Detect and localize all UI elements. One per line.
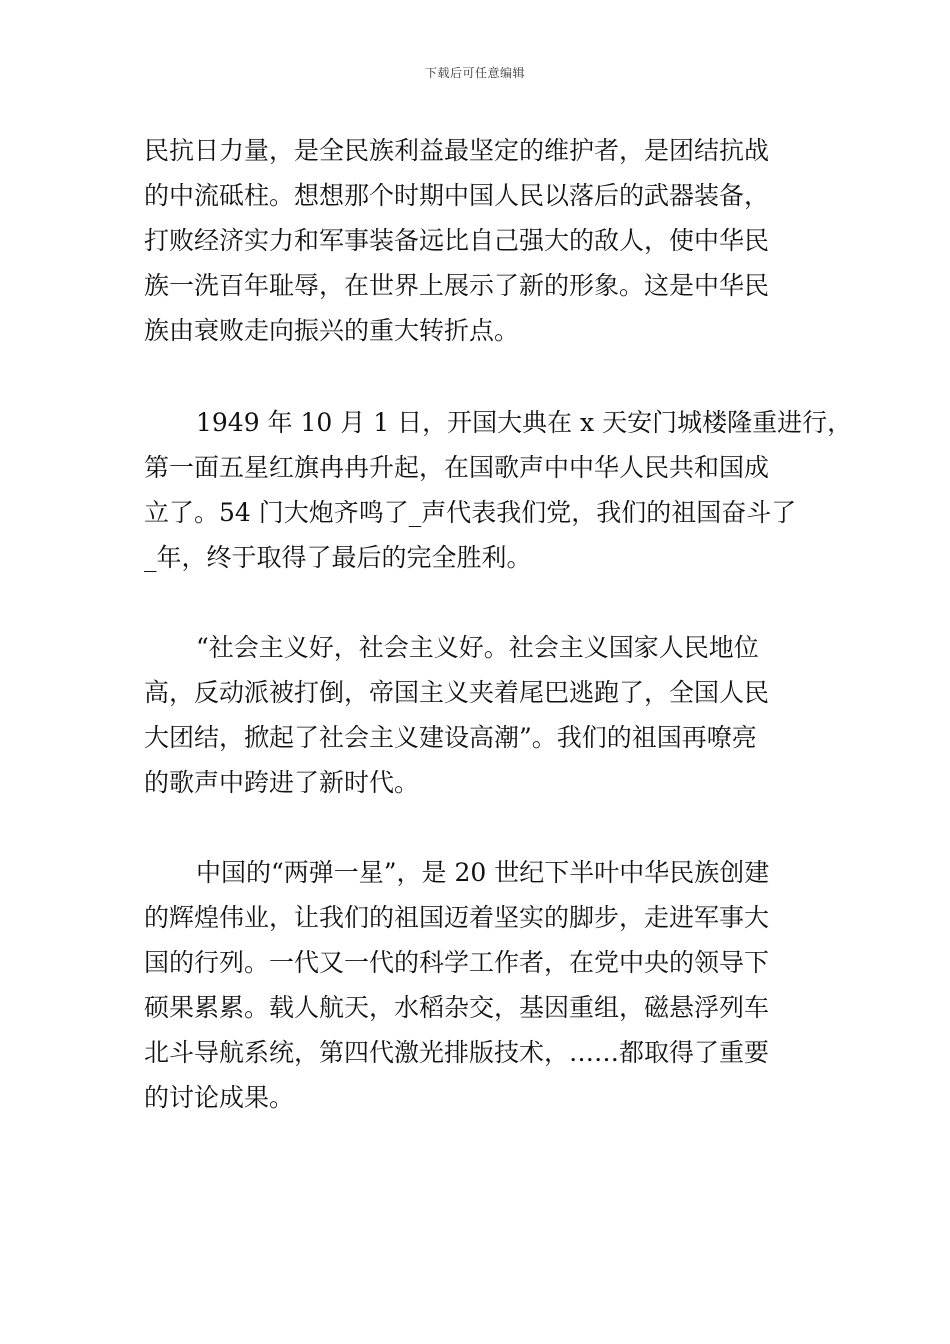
text-line: 的辉煌伟业，让我们的祖国迈着坚实的脚步，走进军事大 — [144, 903, 770, 932]
text-line: 北斗导航系统，第四代激光排版技术，……都取得了重要 — [144, 1038, 770, 1067]
text-line: 大团结，掀起了社会主义建设高潮”。我们的祖国再嘹亮 — [144, 723, 757, 752]
text-line: 民抗日力量，是全民族利益最坚定的维护者，是团结抗战 — [144, 136, 770, 165]
text-line: “社会主义好，社会主义好。社会主义国家人民地位 — [196, 633, 759, 662]
paragraph-2 — [144, 400, 853, 580]
text-line: 的歌声中跨进了新时代。 — [144, 768, 420, 797]
paragraph-3 — [144, 625, 814, 805]
text-line: 1949 年 10 月 1 日，开国大典在 x 天安门城楼隆重进行， — [196, 408, 853, 437]
text-line: 立了。54 门大炮齐鸣了_声代表我们党，我们的祖国奋斗了 — [144, 498, 797, 527]
text-line: _年，终于取得了最后的完全胜利。 — [144, 543, 532, 572]
page-header: 下载后可任意编辑 — [424, 66, 525, 80]
text-line: 高，反动派被打倒，帝国主义夹着尾巴逃跑了，全国人民 — [144, 678, 770, 707]
text-line: 族一洗百年耻辱，在世界上展示了新的形象。这是中华民 — [144, 271, 770, 300]
text-line: 打败经济实力和军事装备远比自己强大的敌人，使中华民 — [144, 226, 770, 255]
text-line: 族由衰败走向振兴的重大转折点。 — [144, 316, 520, 345]
paragraph-4 — [144, 850, 814, 1120]
paragraph-1 — [144, 128, 814, 353]
text-line: 国的行列。一代又一代的科学工作者，在党中央的领导下 — [144, 948, 770, 977]
text-line: 的中流砥柱。想想那个时期中国人民以落后的武器装备， — [144, 181, 770, 210]
text-line: 硕果累累。载人航天，水稻杂交，基因重组，磁悬浮列车 — [144, 993, 770, 1022]
text-line: 第一面五星红旗冉冉升起，在国歌声中中华人民共和国成 — [144, 453, 770, 482]
text-line: 的讨论成果。 — [144, 1083, 295, 1112]
text-line: 中国的“两弹一星”，是 20 世纪下半叶中华民族创建 — [196, 858, 770, 887]
document-body — [144, 128, 853, 1120]
